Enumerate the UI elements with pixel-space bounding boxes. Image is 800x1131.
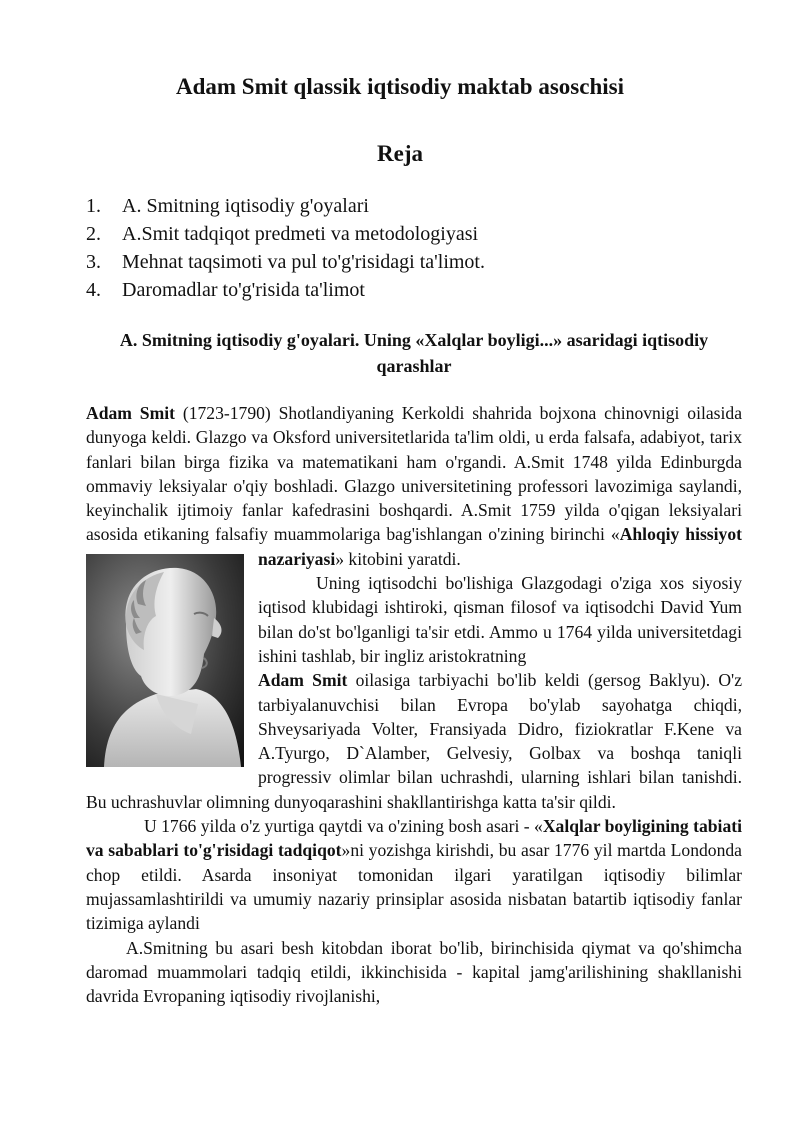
book-title-xalqlar: Xalqlar boyligining tabiati va sabablari to'g'risidagi tadqiqot	[86, 816, 742, 861]
list-item: 2. A.Smit tadqiqot predmeti va metodologiyasi	[86, 223, 479, 245]
list-item: 4. Daromadlar to'g'risida ta'limot	[86, 279, 365, 301]
list-item: 3. Mehnat taqsimoti va pul to'g'risidagi ta'limot.	[86, 251, 485, 273]
paragraph-wealth-of-nations: U 1766 yilda o'z yurtiga qaytdi va o'zining bosh asari - «Xalqlar boyligining tabiati va sabablari to'g'risidagi tadqiqot»ni yozishga kirishdi, bu asar 1776 yil martda Londonda chop etildi. Asarda insoniyat tomonidan ilgari yaratilgan iqtisodiy bilimlar mujassamlashtirildi va umumiy nazariy prinsiplar asosida nisbatan batartib iqtisodiy fanlar tizimiga aylandi	[86, 816, 742, 934]
paragraph-biography: Adam Smit (1723-1790) Shotlandiyaning Kerkoldi shahrida bojxona chinovnigi oilasida dunyoga keldi. Glazgo va Oksford universitetlarida ta'lim oldi, u erda falsafa, adabiyot, tarix fanlari bilan birga fizika va matematikani ham o'rgandi. A.Smit 1748 yilda Edinburgda ommaviy leksiyalar o'qiy boshladi. Glazgo universitetining professori lavozimiga saylandi, keyinchalik ijtimoiy fanlar kafedrasini boshqardi. A.Smit 1759 yilda o'qigan leksiyalari asosida etikaning falsafiy muammolariga bag'ishlangan o'zining birinchi « Ahloqiy hissiyot nazariyasi» kitobini yaratdi.	[86, 401, 742, 571]
paragraph-economist: Uning iqtisodchi bo'lishiga Glazgodagi o'ziga xos siyosiy iqtisod klubidagi ishtiroki, qisman filosof va iqtisodchi David Yum bilan do'st bo'lganligi ta'sir etdi. Ammo u 1764 yilda universitetdagi ishini tashlab, bir ingliz aristokratning	[258, 573, 742, 666]
name-adam-smit: Adam Smit	[86, 403, 175, 423]
name-adam-smit-2: Adam Smit	[258, 670, 348, 691]
paragraph-five-books: A.Smitning bu asari besh kitobdan iborat bo'lib, birinchisida qiymat va qo'shimcha daromad muammolari tadqiq etildi, ikkinchisida - kapital jamg'arilishining shakllanishi davrida Evropaning iqtisodiy rivojlanishi,	[86, 937, 742, 1007]
plan-list	[86, 192, 485, 304]
portrait-image	[86, 554, 244, 767]
section-heading: A. Smitning iqtisodiy g'oyalari. Uning «Xalqlar boyligi...» asaridagi iqtisodiy qarashlar	[119, 330, 709, 376]
book-title-ahloqiy: Ahloqiy hissiyot nazariyasi	[258, 524, 742, 569]
body-text	[86, 401, 742, 1008]
document-title: Adam Smit qlassik iqtisodiy maktab asoschisi	[176, 74, 624, 99]
list-item: 1. A. Smitning iqtisodiy g'oyalari	[86, 195, 369, 217]
plan-heading: Reja	[377, 141, 423, 166]
paragraph-travel: Adam Smit oilasiga tarbiyachi bo'lib keldi (gersog Baklyu). O'z tarbiyalanuvchisi bilan Evropa bo'ylab sayohatga chiqdi, Shveysariyada Volter, Fransiyada Didro, fiziokratlar F.Kene va A.Tyurgo, D`Alamber, Gelvesiy, Golbax va boshqa taniqli progressiv olimlar bilan uchrashdi, ularning ishlari bilan tanishdi. Bu uchrashuvlar olimning dunyoqarashini shakllantirishga katta ta'sir qildi.	[86, 670, 742, 812]
